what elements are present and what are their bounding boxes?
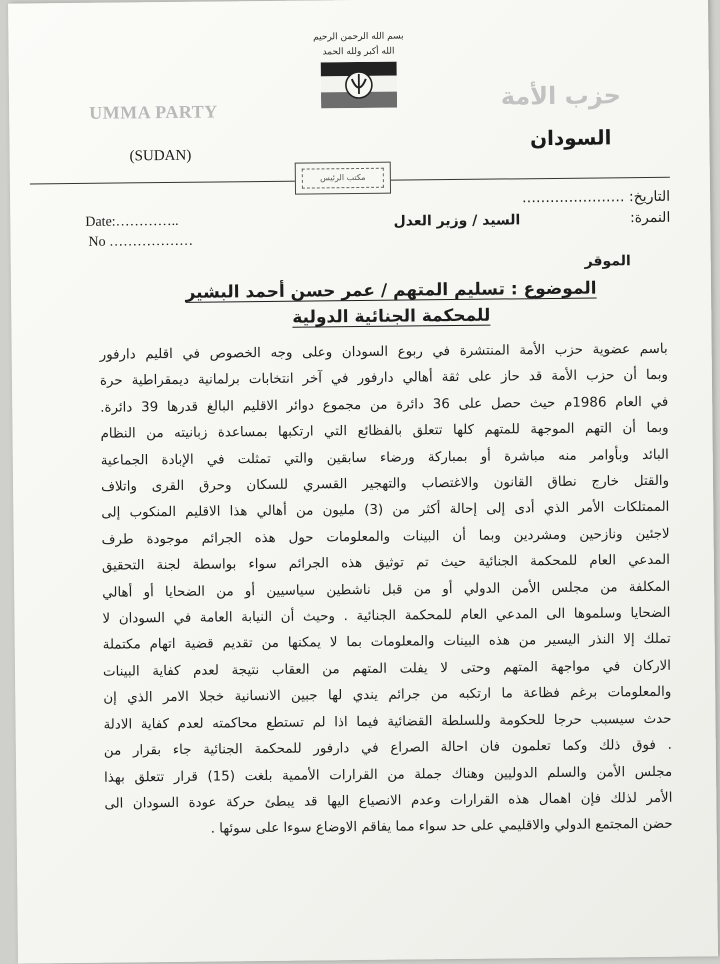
body-line: الممتلكات الأمر الذي أدى إلى إحالة أكثر من (3) مليون من أهالي هذا الاقليم المنكوب إلى <box>101 495 669 527</box>
party-name-en: UMMA PARTY <box>89 101 218 123</box>
body-line: . فوق ذلك وكما تعلمون فان احالة الصراع في دارفور للمحكمة الجنائية جاء بقرار من <box>104 733 672 765</box>
basmala-text: بسم الله الرحمن الرحيم <box>288 29 428 45</box>
body-line: تملك إلا النذر اليسير من هذه البينات والمعلومات بما لا يمكنها من تقديم قضية اتهام مكتملة <box>103 627 671 659</box>
slogan-text: الله أكبر ولله الحمد <box>288 44 428 60</box>
subject-block <box>141 275 642 332</box>
body-line: وبما أن حزب الأمة قد حاز على ثقة أهالي دارفور في آخر انتخابات برلمانية ديمقراطية حرة <box>100 363 668 395</box>
body-line: مجلس الأمن والسلم الدوليين وهناك جملة من القرارات الأممية بلغت (15) قرار تتعلق بهذا <box>104 759 672 791</box>
letterhead-basmala <box>288 29 428 60</box>
country-en: (SUDAN) <box>130 148 192 166</box>
body-line: الاركان في مواجهة المتهم وحتى لا يفلت المتهم من العقاب نتيجة لعدم كفاية البينات <box>103 654 671 686</box>
letter-sheet <box>8 0 718 964</box>
body-line: باسم عضوية حزب الأمة المنتشرة في ربوع السودان وعلى وجه الخصوص في اقليم دارفور <box>100 337 668 369</box>
body-line: لاجئين ونازحين ومشردين وبما أن البينات والمعلومات حول هذه الجرائم موجودة طرف <box>102 522 670 554</box>
body-line: المكلفة من مجلس الأمن الدولي أو من قبل ناشطين سياسيين أو من الضحايا أو أهالي <box>102 574 670 606</box>
body-line: وبما أن التهم الموجهة للمتهم كلها تتعلق بالفظائع التي ارتكبها بمساعدة زبانيته من النظام <box>100 416 668 448</box>
number-field-en: No ……………… <box>88 234 193 251</box>
stamp-text: مكتب الرئيس <box>302 168 384 189</box>
honorific: الموقر <box>551 253 631 270</box>
number-label-ar: النمرة: <box>630 210 670 226</box>
body-line: البائد وبأوامر منه مباشرة أو بمباركة ورضاء سابقين والتي تمثلت في الإبادة الجماعية <box>101 442 669 474</box>
party-name-ar: حزب الأمة <box>471 81 621 111</box>
body-line: والقتل خارج نطاق القانون والاغتصاب والتهجير القسري للسكان وحرق القرى واتلاف <box>101 469 669 501</box>
subject-line-1: الموضوع : تسليم المتهم / عمر حسن أحمد البشير <box>185 279 596 303</box>
body-line: حضن المجتمع الدولي والاقليمي على حد سواء مما يفاقم الاوضاع سوءا على سوئها . <box>105 812 673 844</box>
country-ar: السودان <box>481 125 611 150</box>
body-line: والمعلومات برغم فظاعة ما ارتكبه من جرائم يندي لها جبين الانسانية خجلا الامر الذي إن <box>103 680 671 712</box>
body-line: الضحايا وسلموها الى المدعي العام للمحكمة الجنائية . وحيث أن النيابة العامة في السودان لا <box>102 601 670 633</box>
subject-line-2: للمحكمة الجنائية الدولية <box>292 306 490 328</box>
body-line: حدث سيسبب حرجا للحكومة وللسلطة القضائية فيما اذا لم تستطع محاكمته لعدم كفاية الادلة <box>103 706 671 738</box>
body-line: الأمر لذلك فإن اهمال هذه القرارات وعدم الانصياع اليها قد يبطئ حركة عودة السودان الى <box>104 786 672 818</box>
date-field-en: Date:………….. <box>85 214 178 231</box>
letter-body <box>100 337 673 845</box>
umma-party-emblem-icon <box>321 62 397 109</box>
date-field-ar: التاريخ: …………………. <box>480 189 670 207</box>
body-line: في العام 1986م حيث حصل على 36 دائرة من مجموع دوائر الاقليم البالغ قدرها 39 دائرة. <box>100 390 668 422</box>
body-line: المدعي العام للمحكمة الجنائية حيث تم توثيق هذه الجرائم سواء بواسطة لجنة التحقيق <box>102 548 670 580</box>
office-stamp <box>295 162 391 195</box>
addressee: السيد / وزير العدل <box>370 212 520 230</box>
